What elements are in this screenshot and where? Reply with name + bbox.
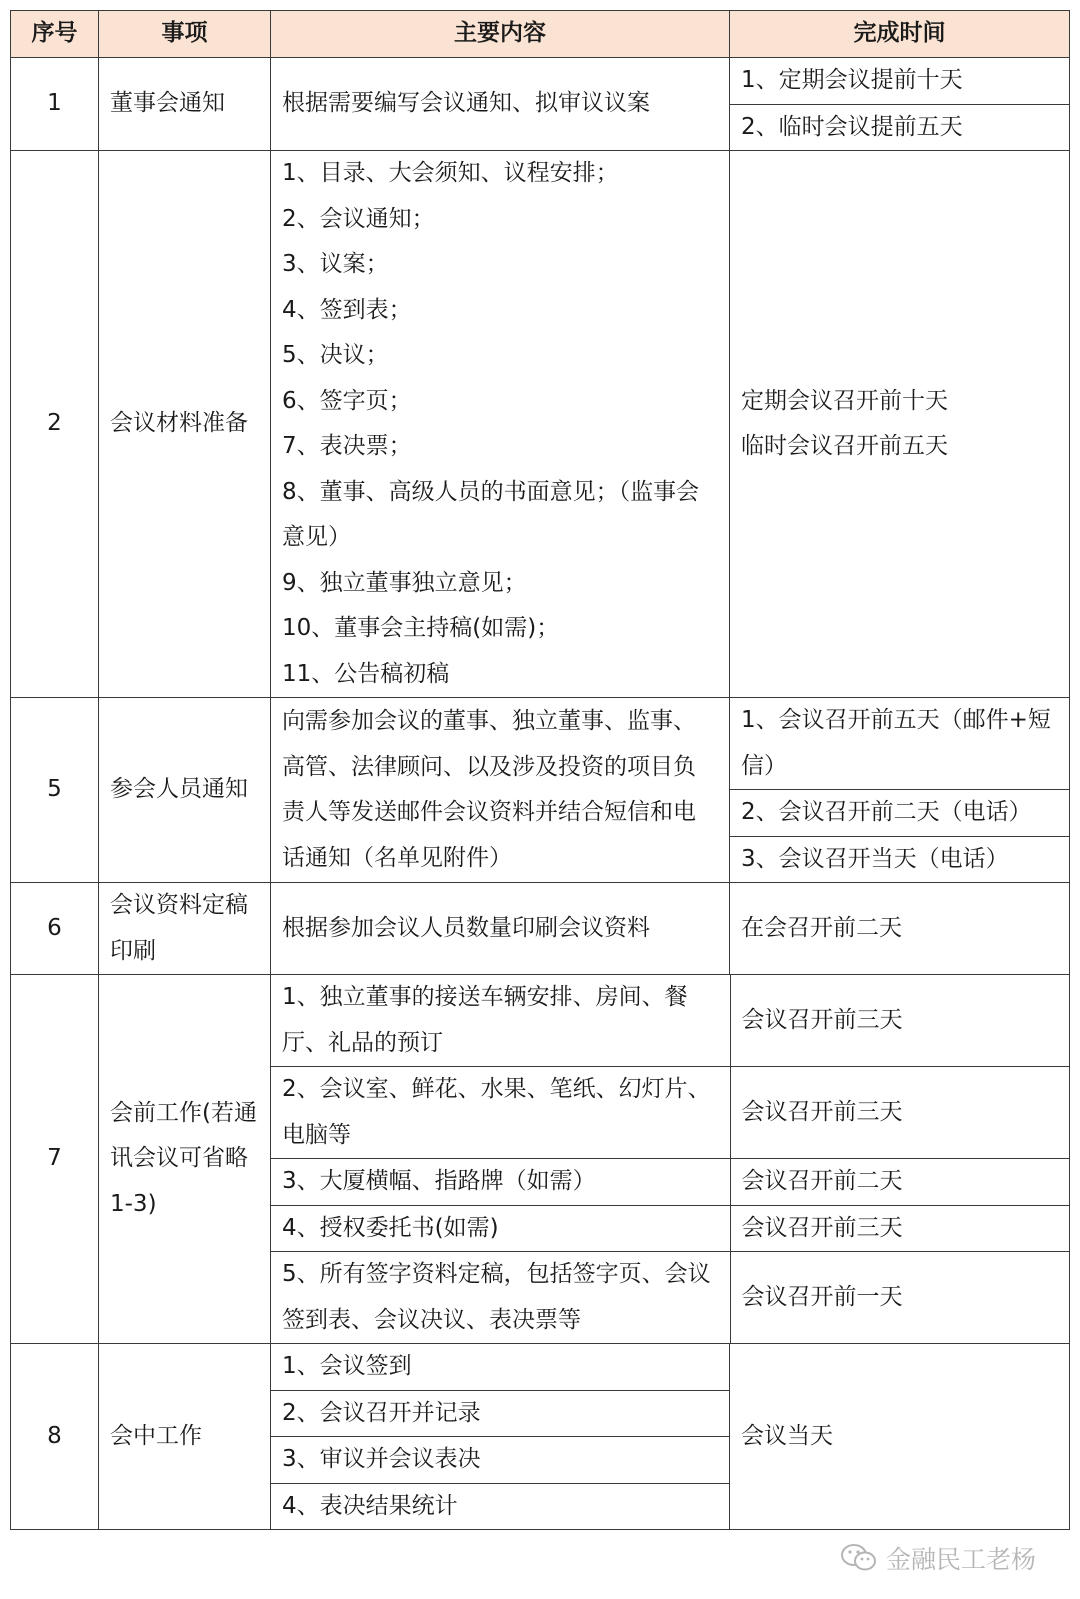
table-row (11, 1344, 1070, 1530)
subtask-content: 2、会议室、鲜花、水果、笔纸、幻灯片、电脑等 (271, 1067, 730, 1159)
content-line: 2、会议通知； (282, 205, 435, 232)
content-line: 3、审议并会议表决 (271, 1437, 729, 1484)
table-row (11, 58, 1070, 151)
row-item: 参会人员通知 (99, 698, 271, 883)
row-item: 会议材料准备 (99, 151, 271, 698)
table-row (11, 698, 1070, 883)
content-line: 10、董事会主持稿(如需)； (282, 615, 560, 641)
content-line: 2、会议召开并记录 (271, 1390, 729, 1437)
content-line: 3、议案； (282, 251, 389, 277)
row-time: 在会召开前二天 (730, 883, 1070, 975)
time-entry: 定期会议召开前十天 (741, 387, 948, 414)
row-time (730, 698, 1070, 883)
row-number: 7 (11, 975, 99, 1344)
row-number: 5 (11, 698, 99, 883)
content-line: 1、目录、大会须知、议程安排； (282, 160, 619, 186)
time-entry: 1、定期会议提前十天 (730, 58, 1069, 104)
row-content: 根据参加会议人员数量印刷会议资料 (271, 883, 730, 975)
table-row (11, 883, 1070, 975)
content-line: 11、公告稿初稿 (282, 660, 450, 687)
time-entry: 2、会议召开前二天（电话） (730, 790, 1069, 837)
row-item: 会前工作(若通讯会议可省略 1-3) (99, 975, 271, 1344)
row-content (271, 1344, 730, 1530)
header-time: 完成时间 (730, 11, 1070, 58)
row-item: 董事会通知 (99, 58, 271, 151)
header-seq: 序号 (11, 11, 99, 58)
content-line: 6、签字页； (282, 387, 412, 414)
content-line: 5、决议； (282, 342, 389, 368)
table-row (11, 975, 1070, 1344)
header-content: 主要内容 (271, 11, 730, 58)
content-line: 8、董事、高级人员的书面意见；（监事会意见） (282, 478, 700, 550)
subtask-content: 3、大厦横幅、指路牌（如需） (271, 1159, 730, 1206)
meeting-schedule-table (10, 10, 1070, 1530)
subtask-time: 会议召开前三天 (730, 975, 1070, 1067)
header-item: 事项 (99, 11, 271, 58)
subtask-content: 4、授权委托书(如需) (271, 1205, 730, 1252)
subtask-time: 会议召开前三天 (730, 1067, 1070, 1159)
time-entry: 2、临时会议提前五天 (741, 113, 963, 140)
time-entry: 1、会议召开前五天（邮件+短信） (730, 698, 1069, 790)
subtask-content: 5、所有签字资料定稿，包括签字页、会议签到表、会议决议、表决票等 (282, 1261, 711, 1333)
time-entry: 临时会议召开前五天 (741, 433, 948, 459)
wechat-icon (840, 1542, 878, 1574)
subtask-content: 1、独立董事的接送车辆安排、房间、餐厅、礼品的预订 (271, 975, 730, 1067)
content-line: 1、会议签到 (271, 1344, 729, 1390)
watermark-text: 金融民工老杨 (885, 1545, 1036, 1574)
content-line: 4、表决结果统计 (282, 1492, 458, 1519)
row-time: 会议当天 (730, 1344, 1070, 1530)
row-content (271, 698, 730, 883)
watermark (840, 1540, 1036, 1576)
row-time (730, 58, 1070, 151)
subtask-time: 会议召开前三天 (730, 1205, 1070, 1252)
subtask-time: 会议召开前一天 (730, 1252, 1070, 1344)
row-number: 6 (11, 883, 99, 975)
header-row (11, 11, 1070, 58)
content-line: 7、表决票； (282, 433, 412, 459)
content-line: 9、独立董事独立意见； (282, 569, 527, 596)
content-text: 向需参加会议的董事、独立董事、监事、高管、法律顾问、以及涉及投资的项目负责人等发送邮件会议资料并结合短信和电话通知（名单见附件） (282, 708, 696, 871)
time-entry: 3、会议召开当天（电话） (741, 845, 1009, 872)
row-number: 2 (11, 151, 99, 698)
row-item: 会议资料定稿印刷 (99, 883, 271, 975)
row-number: 1 (11, 58, 99, 151)
row-item: 会中工作 (99, 1344, 271, 1530)
row-content (271, 151, 730, 698)
content-line: 4、签到表； (282, 296, 412, 323)
subtask-time: 会议召开前二天 (730, 1159, 1070, 1206)
row-time (730, 151, 1070, 698)
row-number: 8 (11, 1344, 99, 1530)
row-content: 根据需要编写会议通知、拟审议议案 (271, 58, 730, 151)
row-subtasks (271, 975, 1070, 1344)
table-row (11, 151, 1070, 698)
